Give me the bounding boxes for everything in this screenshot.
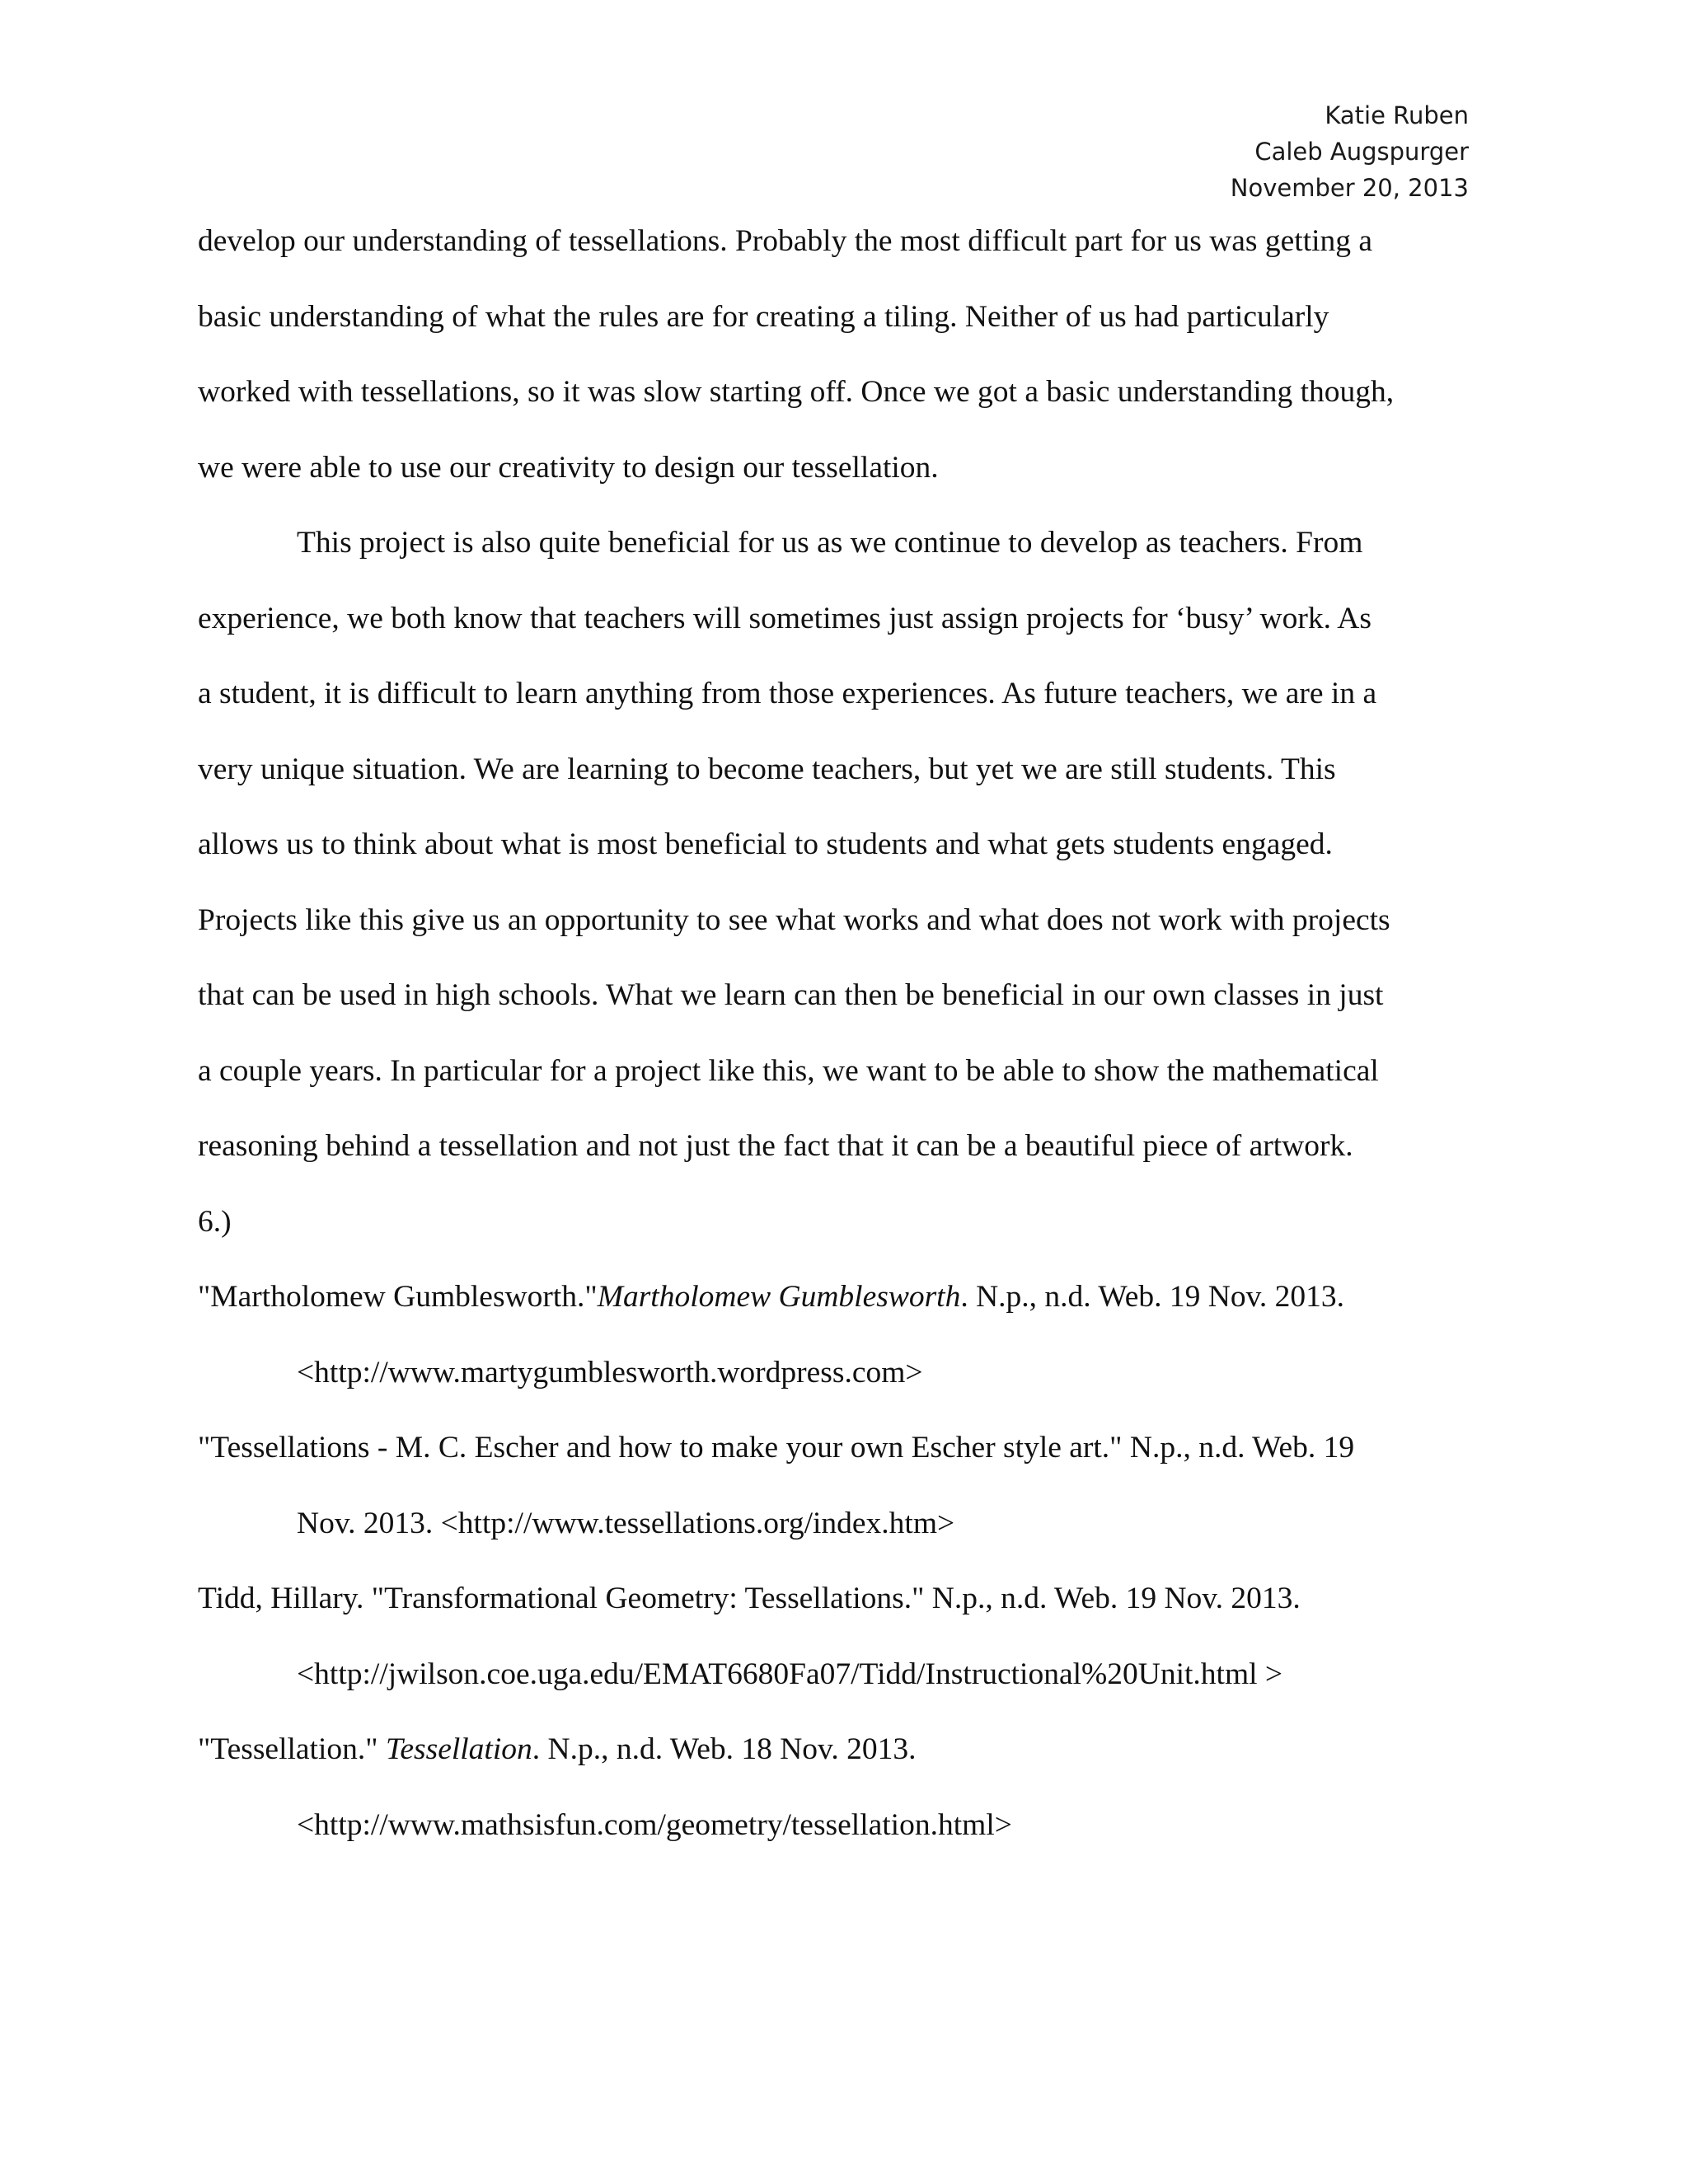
text-line: Projects like this give us an opportunity to see what works and what does not work with projects — [198, 902, 1390, 937]
text-line: a couple years. In particular for a project like this, we want to be able to show the mathematical — [198, 1053, 1379, 1088]
text-line: This project is also quite beneficial for us as we continue to develop as teachers. From — [297, 526, 1363, 560]
text-line: allows us to think about what is most beneficial to students and what gets students engaged. — [198, 827, 1333, 861]
reference-url: <http://jwilson.coe.uga.edu/EMAT6680Fa07/Tidd/Instructional%20Unit.html > — [297, 1657, 1283, 1691]
reference-site-title: Tessellation — [385, 1732, 532, 1766]
text-line: worked with tessellations, so it was slow starting off. Once we got a basic understanding though, — [198, 375, 1395, 409]
section-label: 6.) — [198, 1204, 232, 1239]
reference-list — [198, 1259, 1484, 1863]
text-line: a student, it is difficult to learn anything from those experiences. As future teachers, we are in a — [198, 677, 1377, 710]
reference-url: <http://www.martygumblesworth.wordpress.com> — [297, 1355, 923, 1390]
author-name-1: Katie Ruben — [1325, 101, 1469, 129]
reference-entry — [198, 1259, 1484, 1410]
text-line: that can be used in high schools. What we learn can then be beneficial in our own classes in just — [198, 978, 1384, 1012]
document-date: November 20, 2013 — [1230, 174, 1469, 202]
paragraph-continuation — [198, 204, 1484, 505]
text-line: reasoning behind a tessellation and not just the fact that it can be a beautiful piece of artwork. — [198, 1129, 1353, 1163]
reference-line: Tidd, Hillary. "Transformational Geometry: Tessellations." N.p., n.d. Web. 19 Nov. 2013. — [198, 1582, 1301, 1615]
reference-entry — [198, 1561, 1484, 1712]
text-line: we were able to use our creativity to design our tessellation. — [198, 450, 939, 485]
text-line: experience, we both know that teachers will sometimes just assign projects for ‘busy’ work. As — [198, 601, 1372, 635]
reference-details: . N.p., n.d. Web. 18 Nov. 2013. — [532, 1732, 917, 1766]
reference-entry — [198, 1712, 1484, 1863]
document-body — [198, 204, 1484, 1863]
reference-line: "Tessellations - M. C. Escher and how to make your own Escher style art." N.p., n.d. Web. 19 — [198, 1431, 1355, 1465]
text-line: develop our understanding of tessellations. Probably the most difficult part for us was getting a — [198, 224, 1373, 258]
reference-line — [198, 1712, 1484, 1788]
reference-title: "Tessellation." — [198, 1732, 386, 1766]
reference-url: Nov. 2013. <http://www.tessellations.org/index.htm> — [297, 1506, 955, 1540]
reference-url: <http://www.mathsisfun.com/geometry/tessellation.html> — [297, 1807, 1012, 1842]
reference-title: "Martholomew Gumblesworth." — [198, 1280, 598, 1314]
reference-details: . N.p., n.d. Web. 19 Nov. 2013. — [960, 1280, 1345, 1314]
text-line: very unique situation. We are learning to become teachers, but yet we are still students. This — [198, 752, 1336, 786]
paragraph-teaching-reflection — [198, 505, 1484, 1184]
reference-line — [198, 1259, 1484, 1335]
document-header — [1231, 97, 1469, 206]
author-name-2: Caleb Augspurger — [1254, 138, 1469, 166]
reference-site-title: Martholomew Gumblesworth — [597, 1280, 961, 1314]
text-line: basic understanding of what the rules are for creating a tiling. Neither of us had particularly — [198, 299, 1329, 334]
reference-entry — [198, 1410, 1484, 1561]
